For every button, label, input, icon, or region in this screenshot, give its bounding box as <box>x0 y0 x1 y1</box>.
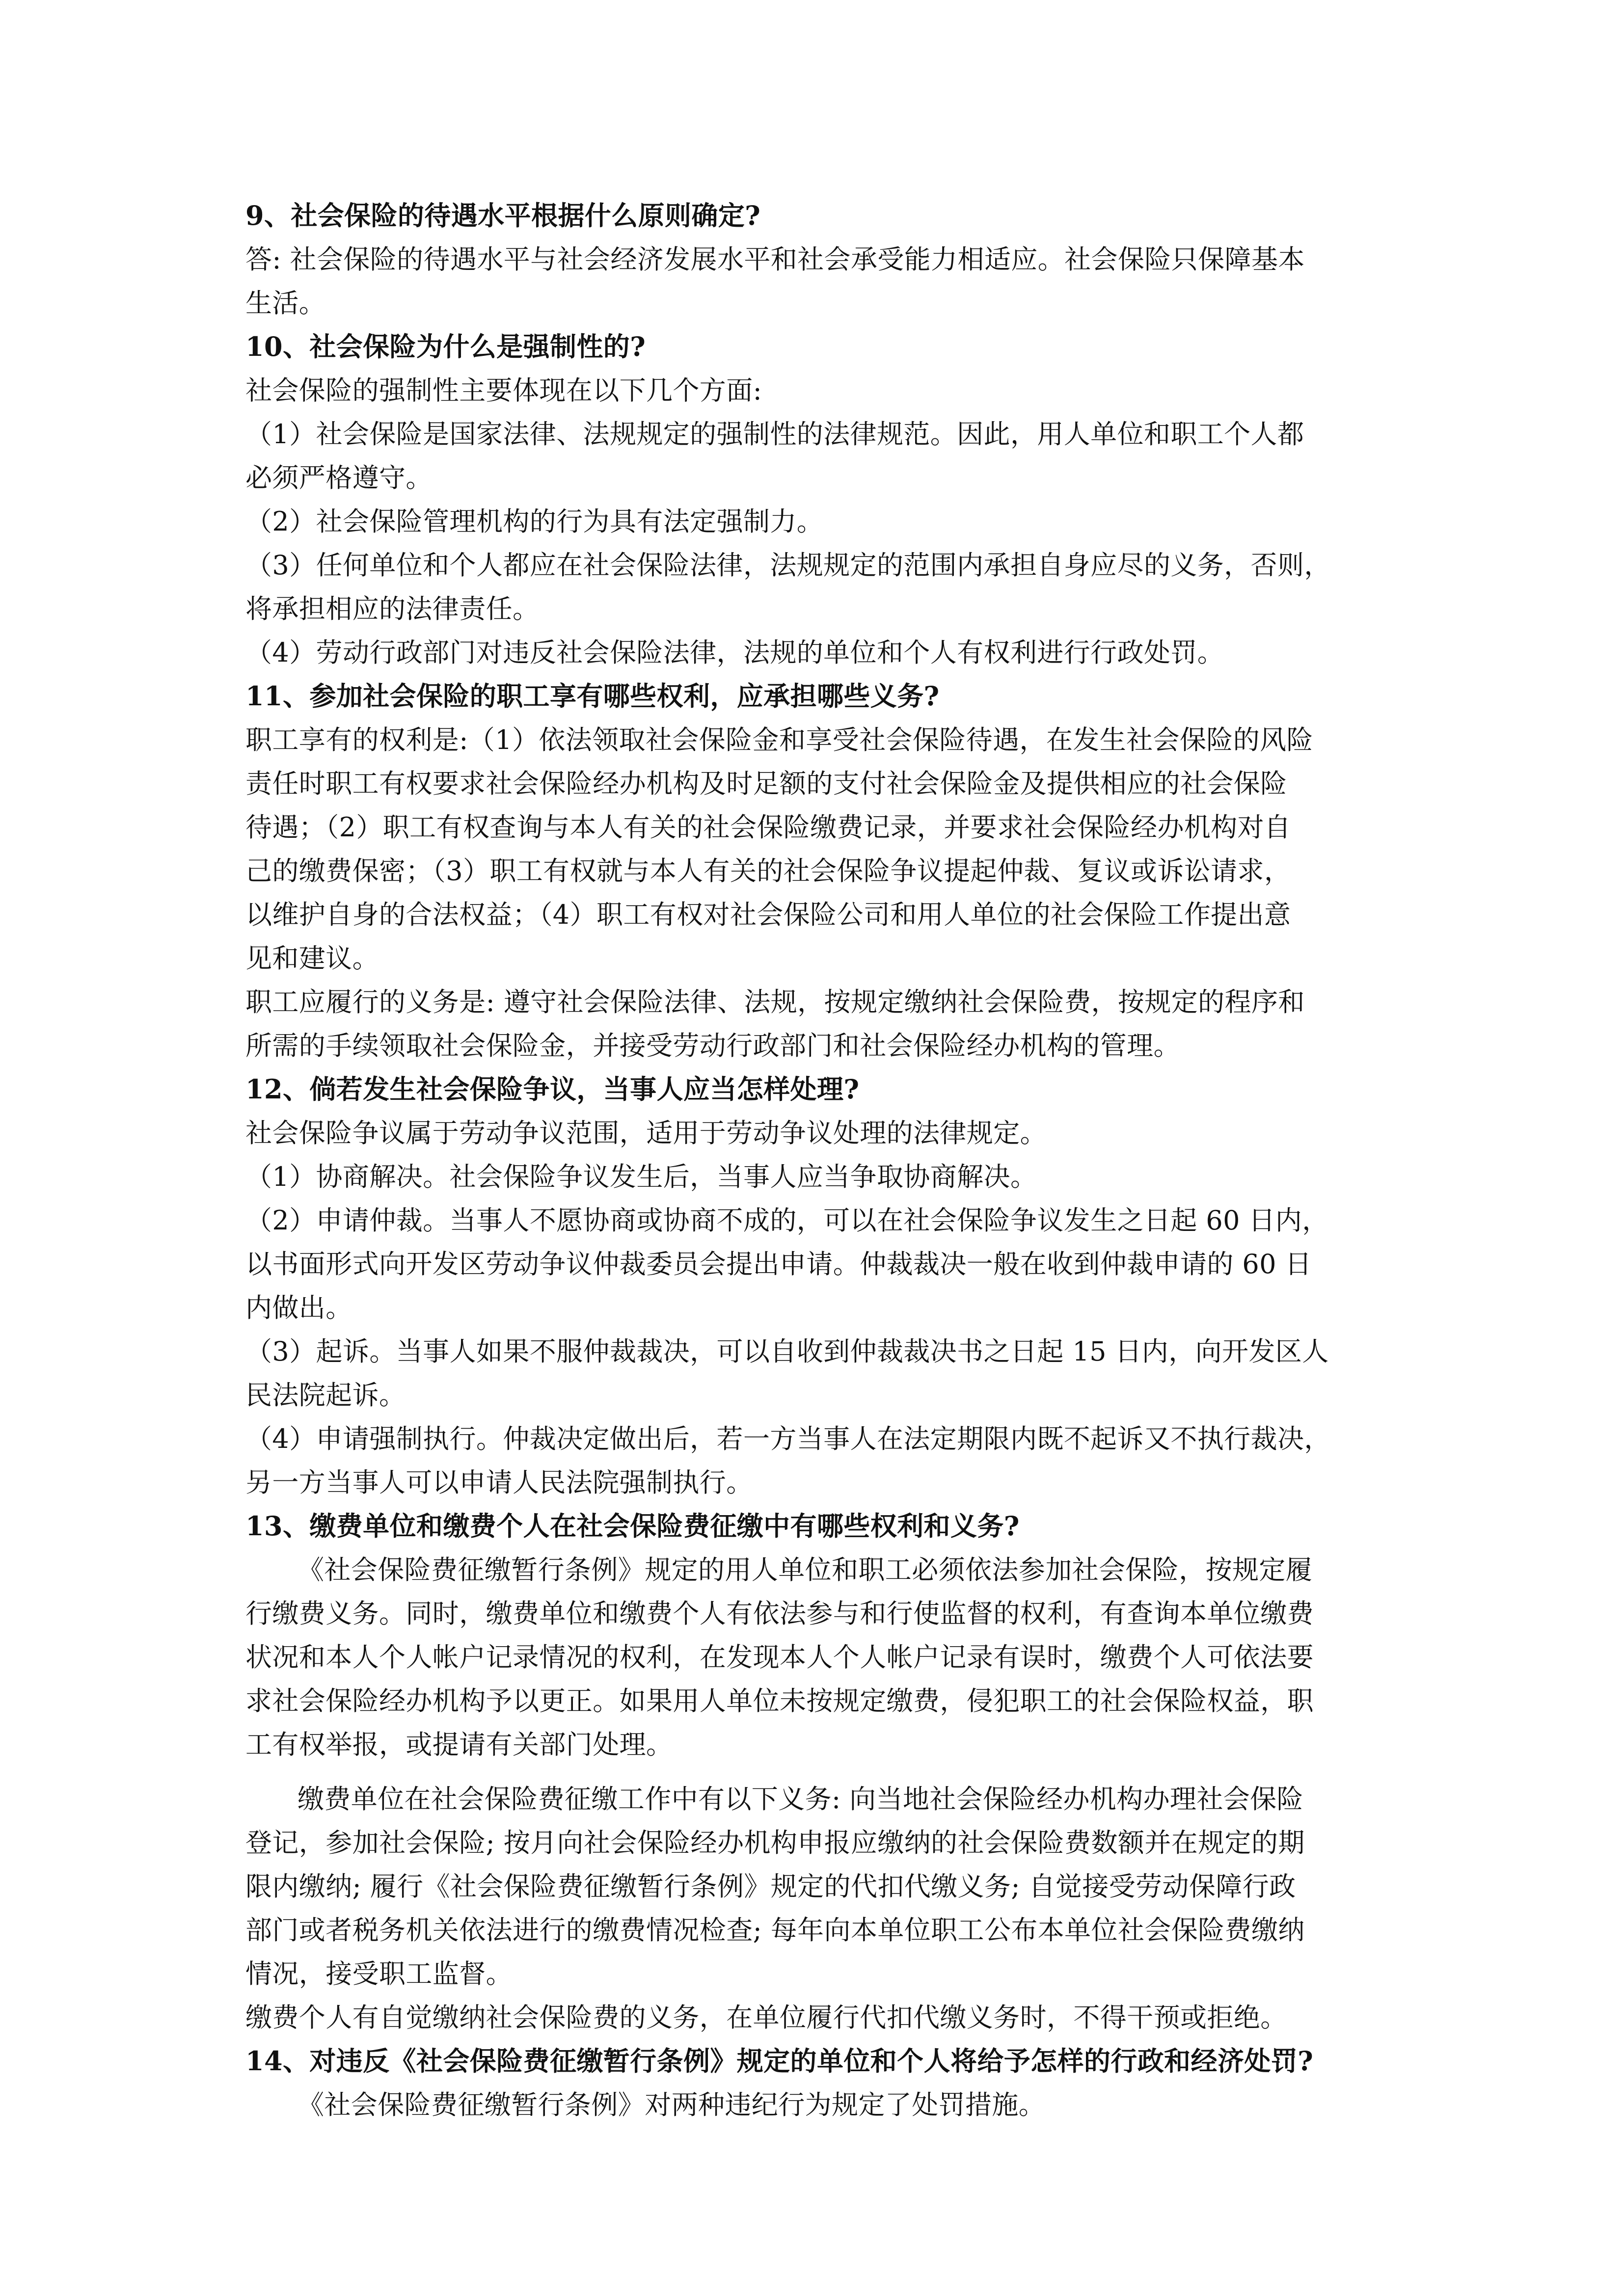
text-line: 民法院起诉。 <box>245 1380 406 1411</box>
text-line: 所需的手续领取社会保险金，并接受劳动行政部门和社会保险经办机构的管理。 <box>245 1030 1180 1061</box>
paragraph-gap <box>245 1766 1389 1777</box>
text-line: 必须严格遵守。 <box>245 462 433 493</box>
text-line: 以书面形式向开发区劳动争议仲裁委员会提出申请。仲裁裁决一般在收到仲裁申请的 60 日 <box>245 1249 1312 1280</box>
question-heading: 14、对违反《社会保险费征缴暂行条例》规定的单位和个人将给予怎样的行政和经济处罚? <box>245 2045 1314 2077</box>
text-line: 部门或者税务机关依法进行的缴费情况检查; 每年向本单位职工公布本单位社会保险费缴纳 <box>245 1915 1305 1946</box>
text-line: 登记，参加社会保险; 按月向社会保险经办机构申报应缴纳的社会保险费数额并在规定的期 <box>245 1827 1305 1858</box>
question-heading: 10、社会保险为什么是强制性的? <box>245 331 646 362</box>
text-line: 生活。 <box>245 288 326 319</box>
text-line: （3）任何单位和个人都应在社会保险法律，法规规定的范围内承担自身应尽的义务，否则， <box>245 550 1331 581</box>
text-line: （1）社会保险是国家法律、法规规定的强制性的法律规范。因此，用人单位和职工个人都 <box>245 419 1304 450</box>
text-line: （4）申请强制执行。仲裁决定做出后，若一方当事人在法定期限内既不起诉又不执行裁决， <box>245 1423 1331 1454</box>
document-body <box>245 194 1389 2127</box>
text-line: 见和建议。 <box>245 943 379 974</box>
text-line: 状况和本人个人帐户记录情况的权利，在发现本人个人帐户记录有误时，缴费个人可依法要 <box>245 1642 1314 1673</box>
text-line: 将承担相应的法律责任。 <box>245 593 540 624</box>
text-line: 行缴费义务。同时，缴费单位和缴费个人有依法参与和行使监督的权利，有查询本单位缴费 <box>245 1598 1314 1629</box>
text-line: 社会保险争议属于劳动争议范围，适用于劳动争议处理的法律规定。 <box>245 1118 1047 1148</box>
text-line: 己的缴费保密；（3）职工有权就与本人有关的社会保险争议提起仲裁、复议或诉讼请求， <box>245 855 1291 886</box>
text-line: （2）社会保险管理机构的行为具有法定强制力。 <box>245 506 824 537</box>
text-line: （3）起诉。当事人如果不服仲裁裁决，可以自收到仲裁裁决书之日起 15 日内，向开发区人 <box>245 1336 1329 1367</box>
text-line: 求社会保险经办机构予以更正。如果用人单位未按规定缴费，侵犯职工的社会保险权益，职 <box>245 1685 1314 1716</box>
text-line: （4）劳动行政部门对违反社会保险法律，法规的单位和个人有权利进行行政处罚。 <box>245 637 1224 668</box>
text-line: 待遇；（2）职工有权查询与本人有关的社会保险缴费记录，并要求社会保险经办机构对自 <box>245 812 1291 843</box>
text-line: （1）协商解决。社会保险争议发生后，当事人应当争取协商解决。 <box>245 1161 1037 1192</box>
text-line: 缴费个人有自觉缴纳社会保险费的义务，在单位履行代扣代缴义务时，不得干预或拒绝。 <box>245 2002 1287 2033</box>
text-line: 情况，接受职工监督。 <box>245 1958 513 1989</box>
text-line: 《社会保险费征缴暂行条例》规定的用人单位和职工必须依法参加社会保险，按规定履 <box>298 1554 1313 1585</box>
text-line: 责任时职工有权要求社会保险经办机构及时足额的支付社会保险金及提供相应的社会保险 <box>245 768 1287 799</box>
text-line: （2）申请仲裁。当事人不愿协商或协商不成的，可以在社会保险争议发生之日起 60 日内， <box>245 1205 1329 1236</box>
question-heading: 9、社会保险的待遇水平根据什么原则确定? <box>245 200 761 231</box>
text-line: 职工应履行的义务是: 遵守社会保险法律、法规，按规定缴纳社会保险费，按规定的程序和 <box>245 987 1305 1017</box>
question-heading: 13、缴费单位和缴费个人在社会保险费征缴中有哪些权利和义务? <box>245 1510 1020 1542</box>
text-line: 答: 社会保险的待遇水平与社会经济发展水平和社会承受能力相适应。社会保险只保障基本 <box>245 244 1305 275</box>
text-line: 另一方当事人可以申请人民法院强制执行。 <box>245 1467 753 1498</box>
question-heading: 11、参加社会保险的职工享有哪些权利，应承担哪些义务? <box>245 680 940 712</box>
text-line: 以维护自身的合法权益；（4）职工有权对社会保险公司和用人单位的社会保险工作提出意 <box>245 899 1291 930</box>
text-line: 《社会保险费征缴暂行条例》对两种违纪行为规定了处罚措施。 <box>298 2089 1046 2120</box>
text-line: 职工享有的权利是:（1）依法领取社会保险金和享受社会保险待遇，在发生社会保险的风险 <box>245 724 1313 755</box>
text-line: 工有权举报，或提请有关部门处理。 <box>245 1729 673 1760</box>
text-line: 限内缴纳; 履行《社会保险费征缴暂行条例》规定的代扣代缴义务; 自觉接受劳动保障行政 <box>245 1871 1296 1902</box>
question-heading: 12、倘若发生社会保险争议，当事人应当怎样处理? <box>245 1073 860 1105</box>
text-line: 缴费单位在社会保险费征缴工作中有以下义务: 向当地社会保险经办机构办理社会保险 <box>298 1784 1303 1815</box>
text-line: 社会保险的强制性主要体现在以下几个方面: <box>245 375 762 406</box>
text-line: 内做出。 <box>245 1292 352 1323</box>
